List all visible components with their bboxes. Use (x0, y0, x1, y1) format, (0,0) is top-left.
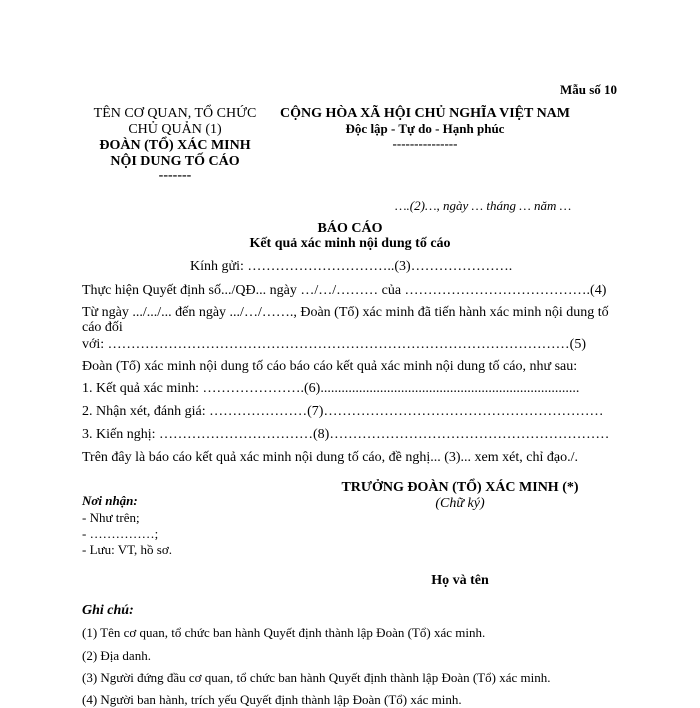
agency-name-line1: TÊN CƠ QUAN, TỔ CHỨC (93, 106, 257, 121)
closing-line: Trên đây là báo cáo kết quả xác minh nội dung tố cáo, đề nghị... (3)... xem xét, chỉ đạo./. (82, 450, 578, 465)
greeting-line: Kính gửi: …………………………..(3)…………………. (190, 259, 513, 274)
note-item: (2) Địa danh. (82, 648, 151, 663)
body-line-intro: Đoàn (Tổ) xác minh nội dung tố cáo báo cáo kết quả xác minh nội dung tố cáo, như sau: (82, 359, 578, 374)
report-subtitle: Kết quả xác minh nội dung tố cáo (249, 236, 451, 251)
agency-separator: ------- (158, 168, 192, 183)
nation-motto: Độc lập - Tự do - Hạnh phúc (345, 121, 505, 136)
body-line-subject: với: ………………………………………………………………………………………(5) (82, 337, 587, 352)
item-recommendation: 3. Kiến nghị: ……………………………(8)…………………………………………………… (82, 427, 610, 442)
note-item: (4) Người ban hành, trích yếu Quyết định thành lập Đoàn (Tổ) xác minh. (82, 692, 462, 707)
item-results: 1. Kết quả xác minh: ………………….(6).......................................................................... (82, 381, 580, 396)
note-item: (3) Người đứng đầu cơ quan, tổ chức ban hành Quyết định thành lập Đoàn (Tổ) xác minh. (82, 670, 551, 685)
form-number: Mẫu số 10 (560, 82, 618, 97)
team-name-line2: NỘI DUNG TỐ CÁO (110, 154, 240, 169)
recipients-heading: Nơi nhận: (82, 493, 138, 508)
note-item: (1) Tên cơ quan, tổ chức ban hành Quyết định thành lập Đoàn (Tổ) xác minh. (82, 625, 486, 640)
team-name-line1: ĐOÀN (TỔ) XÁC MINH (99, 138, 251, 153)
body-line-period: Từ ngày .../.../... đến ngày .../…/……., Đoàn (Tổ) xác minh đã tiến hành xác minh nội dung tố (82, 305, 609, 320)
signer-name-placeholder: Họ và tên (431, 573, 489, 588)
body-line-decision: Thực hiện Quyết định số.../QĐ... ngày …/…/……… của ………………………………….(4) (82, 283, 607, 298)
body-line-period-cont: cáo đối (82, 320, 123, 335)
nation-title: CỘNG HÒA XÃ HỘI CHỦ NGHĨA VIỆT NAM (279, 106, 570, 121)
agency-name-line2: CHỦ QUẢN (1) (128, 122, 222, 137)
item-assessment: 2. Nhận xét, đánh giá: …………………(7)…………………………………………………… (82, 404, 604, 419)
nation-separator: --------------- (392, 136, 458, 151)
signature-title: TRƯỞNG ĐOÀN (TỔ) XÁC MINH (*) (341, 480, 579, 495)
recipient-item: - Như trên; (82, 510, 140, 525)
recipient-item: - Lưu: VT, hồ sơ. (82, 542, 172, 557)
signature-note: (Chữ ký) (435, 496, 485, 511)
date-line: ….(2)…, ngày … tháng … năm … (395, 198, 572, 213)
report-title: BÁO CÁO (317, 221, 383, 236)
notes-heading: Ghi chú: (82, 603, 134, 618)
recipient-item: - ……………; (82, 526, 159, 541)
